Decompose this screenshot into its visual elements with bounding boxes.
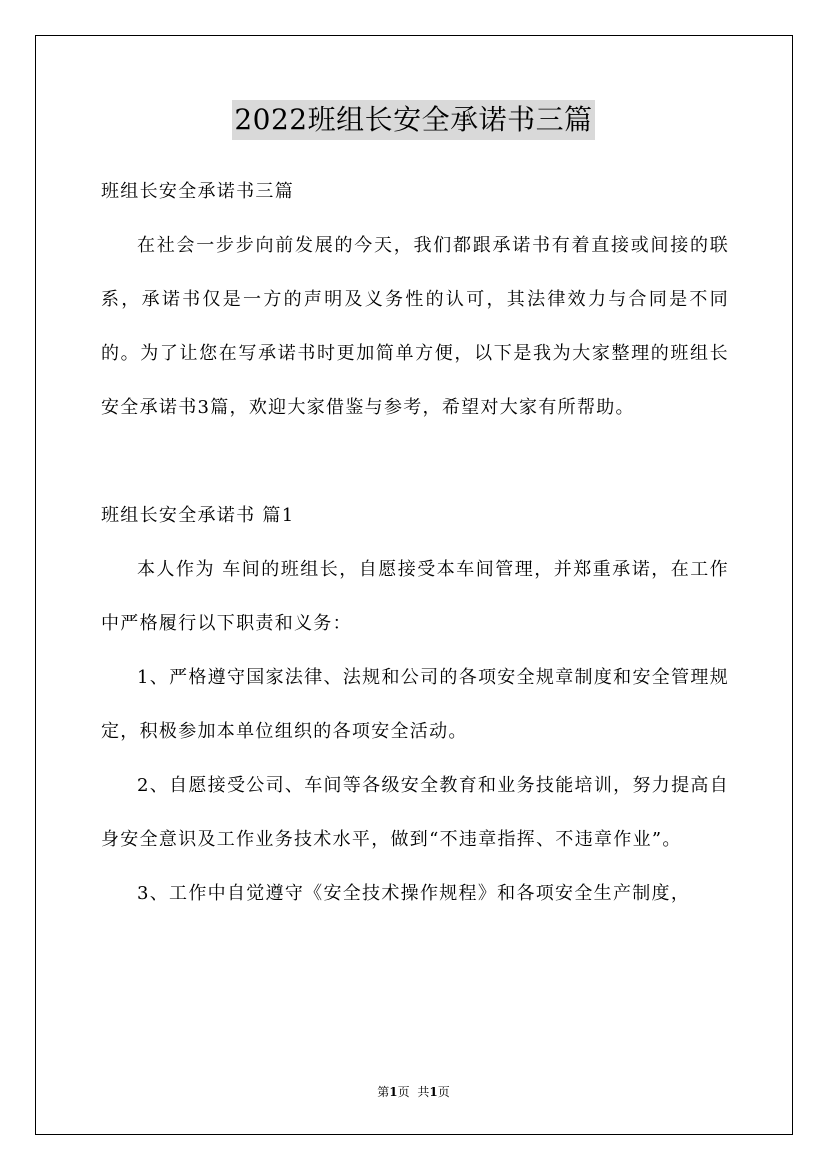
document-subtitle: 班组长安全承诺书三篇 — [101, 181, 294, 202]
document-body — [101, 165, 729, 921]
title-container — [0, 100, 827, 140]
intro-paragraph: 在社会一步步向前发展的今天，我们都跟承诺书有着直接或间接的联系，承诺书仅是一方的声明及义务性的认可，其法律效力与合同是不同的。为了让您在写承诺书时更加简单方便，以下是我为大家整理的班组长安全承诺书3篇，欢迎大家借鉴与参考，希望对大家有所帮助。 — [101, 235, 729, 418]
total-pages: 1 — [429, 1085, 438, 1099]
section-spacer — [101, 435, 729, 489]
page-suffix: 页 — [397, 1085, 410, 1099]
body-paragraph: 1、严格遵守国家法律、法规和公司的各项安全规章制度和安全管理规定，积极参加本单位组织的各项安全活动。 — [101, 667, 729, 742]
page-number: 1 — [389, 1085, 398, 1099]
page-footer — [0, 1083, 827, 1100]
body-paragraph: 2、自愿接受公司、车间等各级安全教育和业务技能培训，努力提高自身安全意识及工作业务技术水平，做到“不违章指挥、不违章作业”。 — [101, 775, 729, 850]
total-suffix: 页 — [437, 1085, 450, 1099]
document-title: 2022班组长安全承诺书三篇 — [232, 100, 594, 140]
body-paragraph: 本人作为 车间的班组长，自愿接受本车间管理，并郑重承诺，在工作中严格履行以下职责和义务： — [101, 559, 729, 634]
page-prefix: 第 — [377, 1085, 390, 1099]
total-prefix: 共 — [417, 1085, 430, 1099]
body-paragraph: 3、工作中自觉遵守《安全技术操作规程》和各项安全生产制度， — [137, 883, 691, 904]
section-heading: 班组长安全承诺书 篇1 — [101, 505, 295, 526]
